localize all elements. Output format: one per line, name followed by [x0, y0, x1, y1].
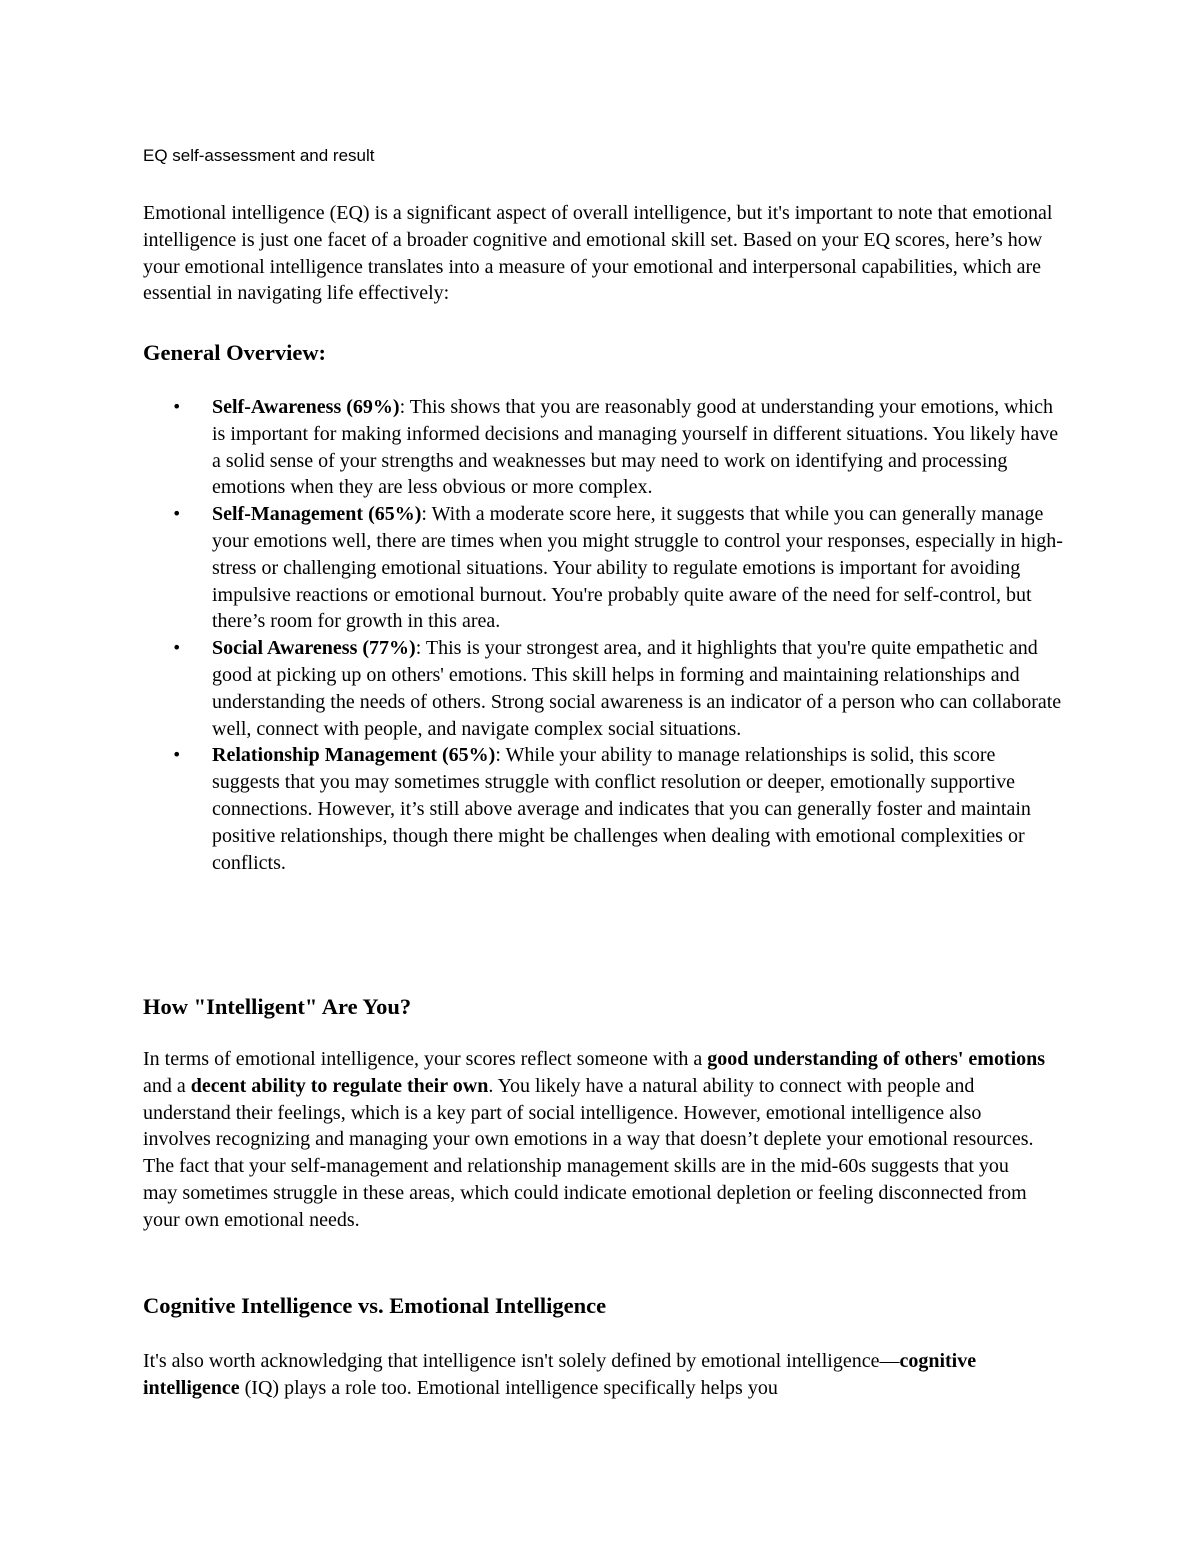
- how-bold-1: good understanding of others' emotions: [707, 1048, 1046, 1070]
- list-item-text: : While your ability to manage relationships is solid, this score suggests that you may sometimes struggle with conflict resolution or deeper, emotionally supportive connections. However, it’s still above average and indicates that you can generally foster and maintain positive relationships, though there might be challenges when dealing with emotional complexities or conflicts.: [212, 744, 1031, 874]
- bullet-icon: •: [172, 745, 182, 765]
- bullet-icon: •: [172, 397, 182, 416]
- how-intelligent-heading: How "Intelligent" Are You?: [143, 994, 412, 1019]
- how-text-2: and a: [143, 1074, 191, 1097]
- cognitive-bold-1: cognitive intelligence: [143, 1350, 977, 1399]
- cognitive-heading: Cognitive Intelligence vs. Emotional Intelligence: [143, 1293, 607, 1318]
- list-item-label: Self-Awareness (69%): [212, 396, 400, 418]
- list-item-text: : With a moderate score here, it suggests that while you can generally manage your emotions well, there are times when you might struggle to control your responses, especially in high-stress or challenging emotional situations. Your ability to regulate emotions is important for avoiding impulsive reactions or emotional burnout. You're probably quite aware of the need for self-control, but there’s room for growth in this area.: [212, 503, 1063, 633]
- how-intelligent-paragraph: [143, 1046, 1048, 1234]
- cognitive-paragraph: [143, 1348, 1063, 1402]
- cognitive-text-2: (IQ) plays a role too. Emotional intelligence specifically helps you: [239, 1376, 778, 1399]
- list-item-label: Self-Management (65%): [212, 503, 422, 526]
- document-title: EQ self-assessment and result: [143, 146, 375, 165]
- intro-paragraph: Emotional intelligence (EQ) is a significant aspect of overall intelligence, but it's important to note that emotional intelligence is just one facet of a broader cognitive and emotional skill set. Based on your EQ scores, here’s how your emotional intelligence translates into a measure of your emotional and interpersonal capabilities, which are essential in navigating life effectively:: [143, 202, 1053, 305]
- overview-list: [172, 394, 1067, 876]
- list-item-text: : This is your strongest area, and it highlights that you're quite empathetic and good at picking up on others' emotions. This skill helps in forming and maintaining relationships and understanding the needs of others. Strong social awareness is an indicator of a person who can collaborate well, connect with people, and navigate complex social situations.: [212, 637, 1062, 740]
- bullet-icon: •: [172, 638, 182, 658]
- list-item-text: : This shows that you are reasonably good at understanding your emotions, which is important for making informed decisions and managing yourself in different situations. You likely have a solid sense of your strengths and weaknesses but may need to work on identifying and processing emotions when they are less obvious or more complex.: [212, 396, 1059, 499]
- list-item: [172, 501, 1067, 635]
- how-bold-2: decent ability to regulate their own: [190, 1074, 489, 1097]
- list-item: [172, 394, 1067, 501]
- list-item-label: Relationship Management (65%): [212, 744, 496, 767]
- overview-heading: General Overview:: [143, 340, 327, 365]
- list-item: [172, 742, 1067, 876]
- bullet-icon: •: [172, 504, 182, 524]
- list-item-label: Social Awareness (77%): [212, 637, 416, 660]
- cognitive-text-1: It's also worth acknowledging that intelligence isn't solely defined by emotional intelligence—: [143, 1350, 900, 1372]
- how-text-1: In terms of emotional intelligence, your scores reflect someone with a: [143, 1048, 708, 1070]
- list-item: [172, 635, 1067, 742]
- how-text-3: . You likely have a natural ability to connect with people and understand their feelings, which is a key part of social intelligence. However, emotional intelligence also involves recognizing and managing your own emotions in a way that doesn’t deplete your emotional resources. The fact that your self-management and relationship management skills are in the mid-60s suggests that you may sometimes struggle in these areas, which could indicate emotional depletion or feeling disconnected from your own emotional needs.: [143, 1074, 1034, 1231]
